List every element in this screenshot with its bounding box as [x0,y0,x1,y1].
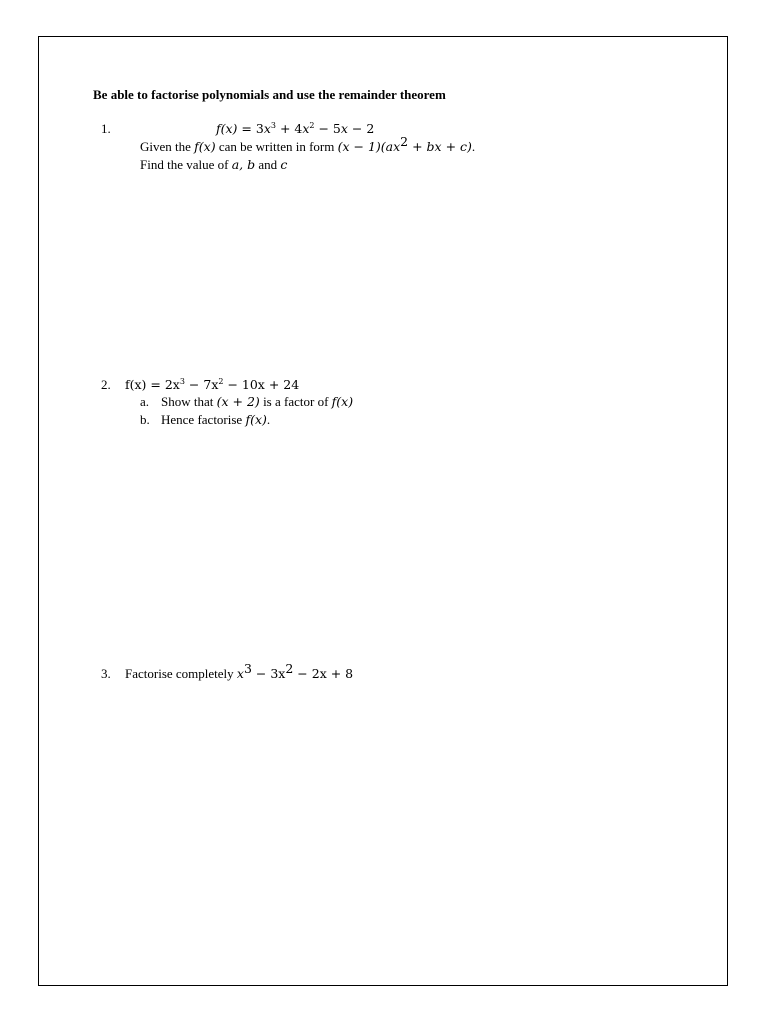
worksheet-page [38,36,728,986]
q2-part-b-label: b. [140,412,150,427]
q1-number: 1. [101,121,111,136]
q3-text: Factorise completely $x^3 - 3x^2 - 2x + 8$ [125,661,354,681]
q1-given-line: Given the f(x) can be written in form $(x - 1)(ax^2$ + bx + c). [140,134,476,154]
q2-equation: $f(x) = 2x^3 - 7x^2 - 10x + 24$ [125,377,300,392]
q2-part-a: Show that (x + 2) is a factor of f(x) [161,394,354,409]
q1-equation: $f(x) = 3x^3 + 4x^2 - 5x - 2$ [216,121,375,136]
worksheet-heading: Be able to factorise polynomials and use the remainder theorem [93,87,446,102]
q3-number: 3. [101,666,111,681]
q2-number: 2. [101,377,111,392]
q2-part-a-label: a. [140,394,150,409]
q1-find-line: Find the value of a, b and c [140,157,288,172]
q2-part-b: Hence factorise f(x). [161,412,271,427]
